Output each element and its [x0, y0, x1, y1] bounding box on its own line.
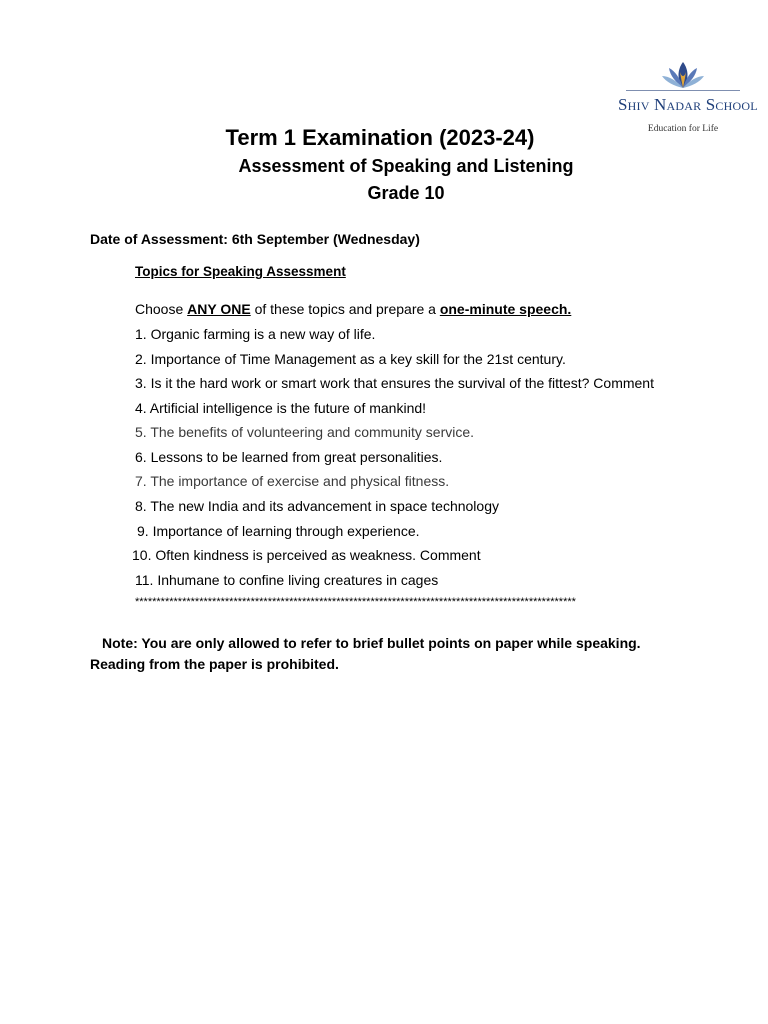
topic-item: 2. Importance of Time Management as a key skill for the 21st century.	[135, 351, 566, 367]
instruction-line	[135, 301, 571, 317]
topic-item: 5. The benefits of volunteering and community service.	[135, 424, 475, 440]
page-title: Term 1 Examination (2023-24)	[225, 125, 535, 150]
note-line-1: Note: You are only allowed to refer to brief bullet points on paper while speaking.	[102, 635, 641, 651]
topic-item: 6. Lessons to be learned from great personalities.	[135, 449, 443, 465]
topics-heading: Topics for Speaking Assessment	[135, 264, 346, 279]
logo-school-name: Shiv Nadar School	[618, 95, 758, 114]
topic-item: 1. Organic farming is a new way of life.	[135, 326, 376, 342]
topic-item: 11. Inhumane to confine living creatures in cages	[135, 572, 439, 588]
topic-item: 4. Artificial intelligence is the future of mankind!	[135, 400, 427, 416]
lotus-icon	[660, 60, 706, 92]
note-block	[90, 633, 641, 675]
note-line-2: Reading from the paper is prohibited.	[90, 656, 339, 672]
topic-item: 8. The new India and its advancement in space technology	[135, 498, 499, 514]
instruction-emphasis-speech: one-minute speech.	[439, 301, 572, 317]
topic-item: 10. Often kindness is perceived as weakness. Comment	[132, 547, 481, 563]
topic-item: 9. Importance of learning through experience.	[137, 523, 420, 539]
assessment-date: Date of Assessment: 6th September (Wednesday)	[90, 231, 420, 247]
topic-item: 7. The importance of exercise and physical fitness.	[135, 473, 450, 489]
instruction-prefix: Choose	[135, 301, 188, 317]
separator-line: *******************************************************************************************************	[135, 596, 576, 608]
instruction-middle: of these topics and prepare a	[250, 301, 440, 317]
topic-item: 3. Is it the hard work or smart work that ensures the survival of the fittest? Comment	[135, 375, 654, 391]
logo-divider	[626, 90, 740, 91]
logo-tagline: Education for Life	[647, 124, 719, 134]
instruction-emphasis-any-one: ANY ONE	[187, 301, 251, 317]
page-subtitle: Assessment of Speaking and Listening	[238, 156, 574, 176]
grade-heading: Grade 10	[367, 183, 445, 203]
